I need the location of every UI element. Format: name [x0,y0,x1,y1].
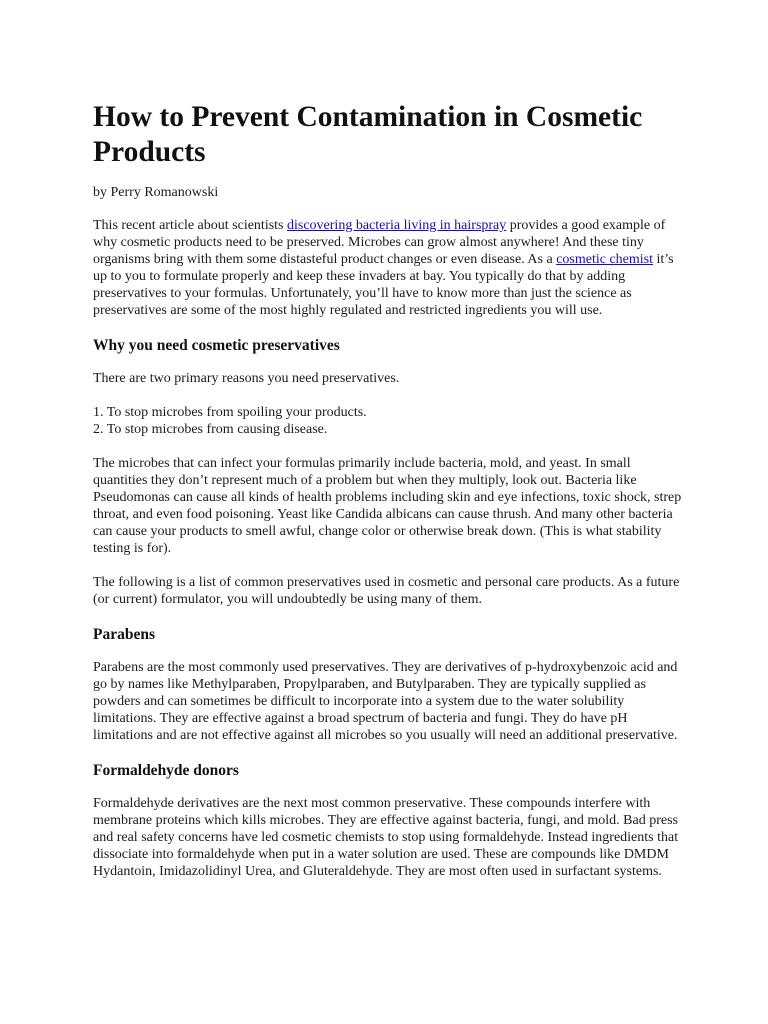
intro-text-1: This recent article about scientists [93,218,287,233]
section-heading-why-preservatives: Why you need cosmetic preservatives [93,337,340,354]
section1-paragraph-1: There are two primary reasons you need preservatives. [93,371,400,386]
section1-paragraph-2: The microbes that can infect your formulas primarily include bacteria, mold, and yeast. In small quantities they don’t represent much of a problem but when they multiply, look out. Bacteria like Pseudomonas can cause all kinds of health problems including skin and eye infections, toxic shock, strep throat, and even food poisoning. Yeast like Candida albicans can cause thrush. And many other bacteria can cause your products to smell awful, change color or otherwise break down. (This is what stability testing is for). [93,456,682,556]
document-page [93,100,683,897]
section1-paragraph-3: The following is a list of common preservatives used in cosmetic and personal care products. As a future (or current) formulator, you will undoubtedly be using many of them. [93,575,680,607]
list-item: 2. To stop microbes from causing disease. [93,422,328,437]
formaldehyde-paragraph: Formaldehyde derivatives are the next most common preservative. These compounds interfere with membrane proteins which kills microbes. They are effective against bacteria, fungi, and mold. Bad press and real safety concerns have led cosmetic chemists to stop using formaldehyde. Instead ingredients that dissociate into formaldehyde when put in a water solution are used. These are compounds like DMDM Hydantoin, Imidazolidinyl Urea, and Gluteraldehyde. They are most often used in surfactant systems. [93,796,679,879]
article-title: How to Prevent Contamination in Cosmetic Products [93,101,643,168]
section-heading-formaldehyde-donors: Formaldehyde donors [93,762,239,779]
intro-text-3: it’s up to you to formulate properly and keep these invaders at bay. You typically do that by adding preservatives to your formulas. Unfortunately, you’ll have to know more than just the science as preservatives are some of the most highly regulated and restricted ingredients you will use. [93,252,674,318]
intro-text-2: provides a good example of why cosmetic products need to be preserved. Microbes can grow almost anywhere! And these tiny organisms bring with them some distasteful product changes or even disease. As a [93,218,666,267]
list-item: 1. To stop microbes from spoiling your products. [93,405,367,420]
intro-paragraph [93,217,683,319]
hairspray-bacteria-link[interactable]: discovering bacteria living in hairspray [287,218,507,233]
section-heading-parabens: Parabens [93,626,155,643]
reasons-list [93,404,683,438]
parabens-paragraph: Parabens are the most commonly used preservatives. They are derivatives of p-hydroxybenzoic acid and go by names like Methylparaben, Propylparaben, and Butylparaben. They are typically supplied as powders and can sometimes be difficult to incorporate into a system due to the water solubility limitations. They are effective against a broad spectrum of bacteria and fungi. They do have pH limitations and are not effective against all microbes so you usually will need an additional preservative. [93,660,678,743]
cosmetic-chemist-link[interactable]: cosmetic chemist [556,252,654,267]
byline: by Perry Romanowski [93,185,219,200]
